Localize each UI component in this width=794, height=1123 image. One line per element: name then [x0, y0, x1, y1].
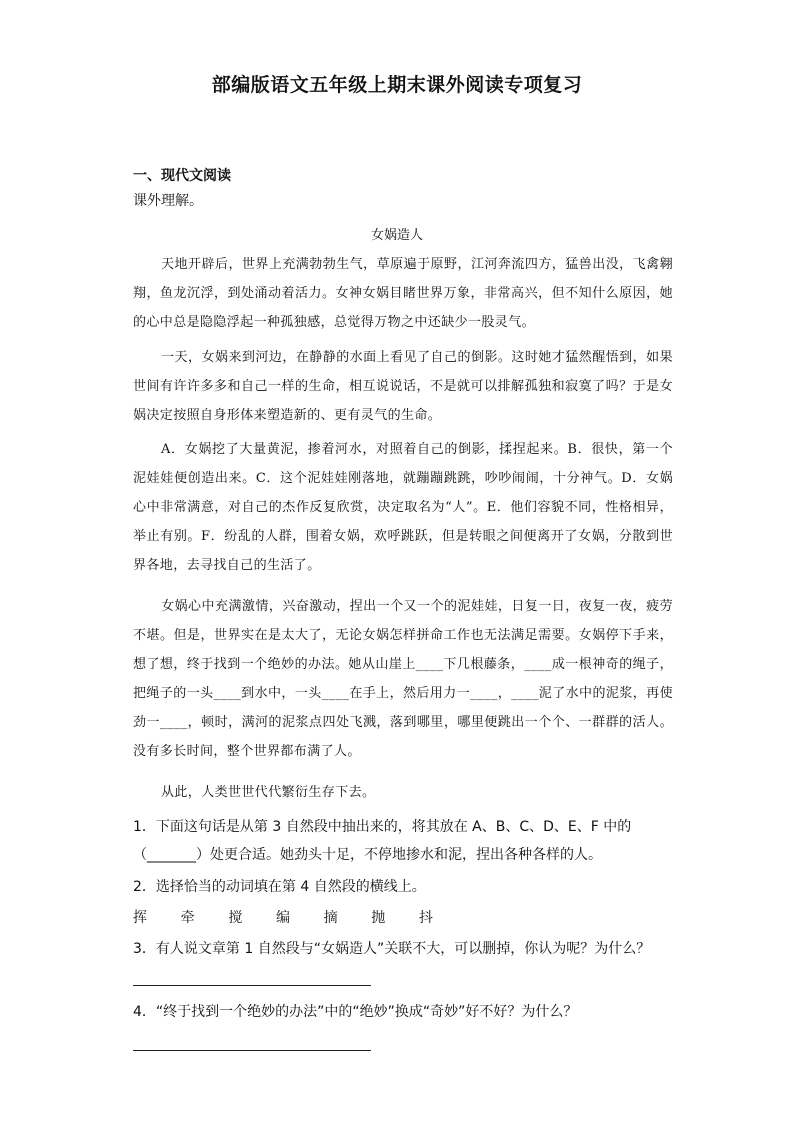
- verb-choices: [133, 904, 433, 932]
- verb-choice: 牵: [180, 910, 195, 926]
- verb-choice: 编: [275, 910, 290, 926]
- question-2: 2．选择恰当的动词填在第 4 自然段的横线上。: [133, 879, 426, 895]
- paragraph-4: [133, 592, 673, 766]
- section-intro: 课外理解。: [133, 193, 203, 209]
- paragraph-3-text: A．女娲挖了大量黄泥，掺着河水，对照着自己的倒影，揉捏起来。B．很快，第一个泥娃娃便创造出来。C．这个泥娃娃刚落地，就蹦蹦跳跳，吵吵闹闹，十分神气。D．女娲心中非常满意，对自己的杰作反复欣赏，决定取名为“人”。E．他们容貌不同，性格相异，举止有别。F．纷乱的人群，围着女娲，欢呼跳跃，但是转眼之间便离开了女娲，分散到世界各地，去寻找自己的生活了。: [133, 442, 673, 573]
- verb-choice: 挥: [133, 910, 147, 926]
- question-1: 1．下面这句话是从第 3 自然段中抽出来的，将其放在 A、B、C、D、E、F 中的（_______）处更合适。她劲头十足，不停地掺水和泥，捏出各种各样的人。: [133, 819, 632, 863]
- question-3: 3．有人说文章第 1 自然段与“女娲造人”关联不大，可以删掉，你认为呢？为什么？: [133, 941, 651, 957]
- article-title: 女娲造人: [370, 228, 423, 243]
- section-heading: 一、现代文阅读: [133, 168, 231, 184]
- paragraph-1: [133, 250, 673, 337]
- document-title: 部编版语文五年级上期末课外阅读专项复习: [211, 74, 583, 96]
- paragraph-5: [133, 778, 673, 807]
- verb-choice: 搅: [228, 910, 243, 926]
- question-4: 4．“终于找到一个绝妙的办法”中的“绝妙”换成“奇妙”好不好？为什么？: [133, 1004, 578, 1020]
- paragraph-4-text: 女娲心中充满激情，兴奋激动，捏出一个又一个的泥娃娃，日复一日，夜复一夜，疲劳不堪。但是，世界实在是太大了，无论女娲怎样拼命工作也无法满足需要。女娲停下手来，想了想，终于找到一个绝妙的办法。她从山崖上____下几根藤条，____成一根神奇的绳子，把绳子的一头____到水中，一头____在手上，然后用力一____，____泥了水中的泥浆，再使劲一____，顿时，满河的泥浆点四处飞溅，落到哪里，哪里便跳出一个个、一群群的活人。没有多长时间，整个世界都布满了人。: [133, 599, 673, 759]
- paragraph-2: [133, 343, 673, 430]
- verb-choice: 摘: [323, 910, 338, 926]
- verb-choice: 抛: [371, 910, 386, 926]
- verb-choice: 抖: [418, 910, 433, 926]
- answer-line-3[interactable]: [133, 985, 371, 986]
- paragraph-1-text: 天地开辟后，世界上充满勃勃生气，草原遍于原野，江河奔流四方，猛兽出没，飞禽翱翔，鱼龙沉浮，到处涌动着活力。女神女娲目睹世界万象，非常高兴，但不知什么原因，她的心中总是隐隐浮起一种孤独感，总觉得万物之中还缺少一股灵气。: [133, 257, 673, 330]
- paragraph-3: [133, 435, 673, 580]
- answer-line-4[interactable]: [133, 1050, 371, 1051]
- paragraph-5-text: 从此，人类世世代代繁衍生存下去。: [161, 785, 376, 800]
- paragraph-2-text: 一天，女娲来到河边，在静静的水面上看见了自己的倒影。这时她才猛然醒悟到，如果世间有许许多多和自己一样的生命，相互说说话，不是就可以排解孤独和寂寞了吗？于是女娲决定按照自身形体来塑造新的、更有灵气的生命。: [133, 350, 673, 423]
